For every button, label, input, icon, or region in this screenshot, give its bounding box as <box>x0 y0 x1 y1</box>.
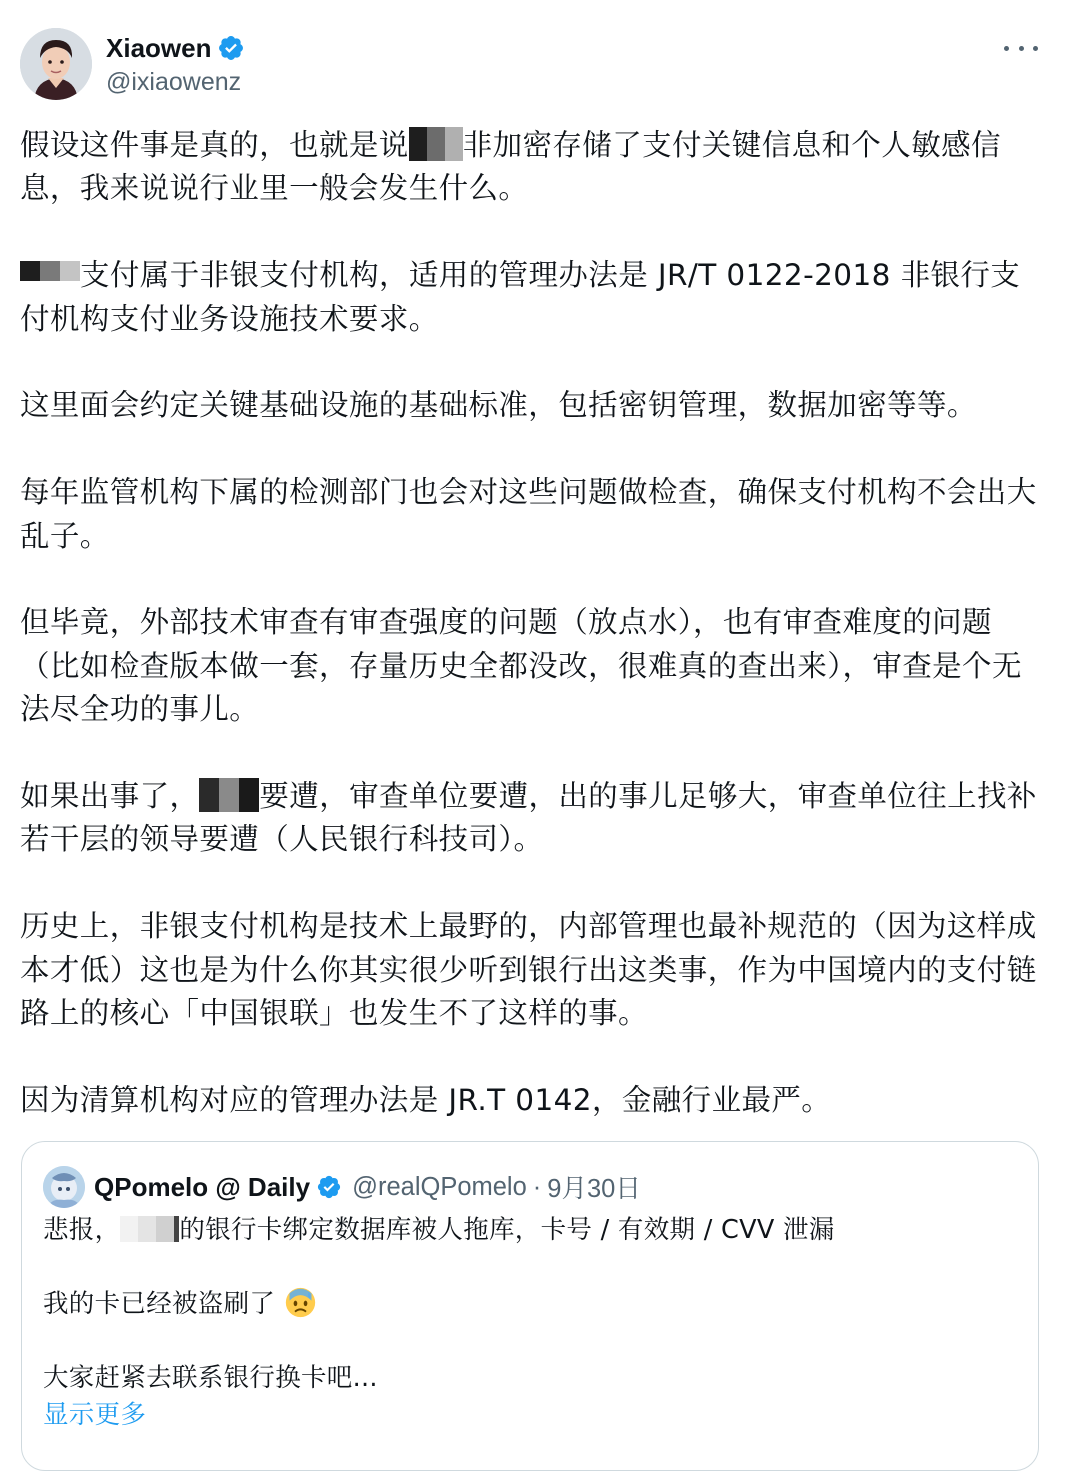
quoted-tweet-date[interactable]: 9月30日 <box>547 1175 641 1203</box>
redacted-block <box>409 127 463 161</box>
tweet-text <box>20 124 1046 1166</box>
tweet-paragraph: 这里面会约定关键基础设施的基础标准，包括密钥管理，数据加密等等。 <box>20 388 977 423</box>
redacted-block <box>120 1216 179 1242</box>
tweet-paragraph <box>20 775 1046 862</box>
tweet-paragraph: 但毕竟，外部技术审查有审查强度的问题（放点水），也有审查难度的问题（比如检查版本做一套，存量历史全都没改，很难真的查出来），审查是个无法尽全功的事儿。 <box>20 605 1022 727</box>
author-display-name[interactable]: Xiaowen <box>106 32 212 63</box>
author-avatar[interactable] <box>20 28 92 100</box>
quoted-line <box>43 1212 1023 1249</box>
quoted-text-segment: 的银行卡绑定数据库被人拖库，卡号 / 有效期 / CVV 泄漏 <box>179 1215 835 1245</box>
tweet-paragraph: 每年监管机构下属的检测部门也会对这些问题做检查，确保支付机构不会出大乱子。 <box>20 475 1037 553</box>
quoted-line: 大家赶紧去联系银行换卡吧... <box>43 1363 378 1393</box>
quoted-tweet-text <box>43 1212 1023 1434</box>
more-options-icon[interactable] <box>1004 38 1038 58</box>
tweet-text-segment: 假设这件事是真的，也就是说 <box>20 128 409 162</box>
quoted-text-segment: 我的卡已经被盗刷了 <box>43 1289 276 1319</box>
tweet-paragraph: 历史上，非银支付机构是技术上最野的，内部管理也最补规范的（因为这样成本才低）这也是为什么你其实很少听到银行出这类事，作为中国境内的支付链路上的核心「中国银联」也发生不了这样的事。 <box>20 909 1037 1031</box>
tweet-paragraph: 因为清算机构对应的管理办法是 JR.T 0142，金融行业最严。 <box>20 1082 832 1117</box>
redacted-block <box>199 778 259 812</box>
show-more-link[interactable]: 显示更多 <box>43 1400 147 1430</box>
verified-badge-icon <box>217 34 245 62</box>
tweet-text-segment: 非加密存储了支付关键信息和个人敏感信息，我来说说行业里一般会发生什么。 <box>20 128 1001 206</box>
author-handle[interactable]: @ixiaowenz <box>106 68 242 96</box>
verified-badge-icon <box>316 1174 342 1200</box>
meta-separator: · <box>532 1172 542 1201</box>
quoted-text-segment: 悲报， <box>43 1215 121 1245</box>
tweet-header <box>20 28 1046 104</box>
quoted-tweet-card[interactable] <box>21 1141 1039 1471</box>
anxious-face-with-sweat-emoji <box>284 1286 317 1319</box>
tweet-text-segment: 如果出事了， <box>20 779 200 814</box>
quoted-author-handle[interactable]: @realQPomelo <box>352 1172 527 1201</box>
quoted-avatar-icon <box>43 1166 85 1208</box>
tweet-paragraph <box>20 254 1046 341</box>
tweet-paragraph <box>20 124 1046 211</box>
avatar-portrait-icon <box>20 28 92 100</box>
quoted-line <box>43 1286 1023 1323</box>
tweet-text-segment: 支付属于非银支付机构，适用的管理办法是 JR/T 0122-2018 非银行支付机构支付业务设施技术要求。 <box>20 258 1021 336</box>
quoted-author-avatar[interactable] <box>43 1166 85 1208</box>
redacted-block <box>20 261 80 281</box>
quoted-tweet-header <box>43 1164 641 1210</box>
tweet-text-segment: 要遭，审查单位要遭，出的事儿足够大，审查单位往上找补若干层的领导要遭（人民银行科技司）。 <box>20 779 1037 857</box>
quoted-author-name[interactable]: QPomelo @ Daily <box>94 1171 311 1202</box>
author-name-row <box>106 31 245 65</box>
